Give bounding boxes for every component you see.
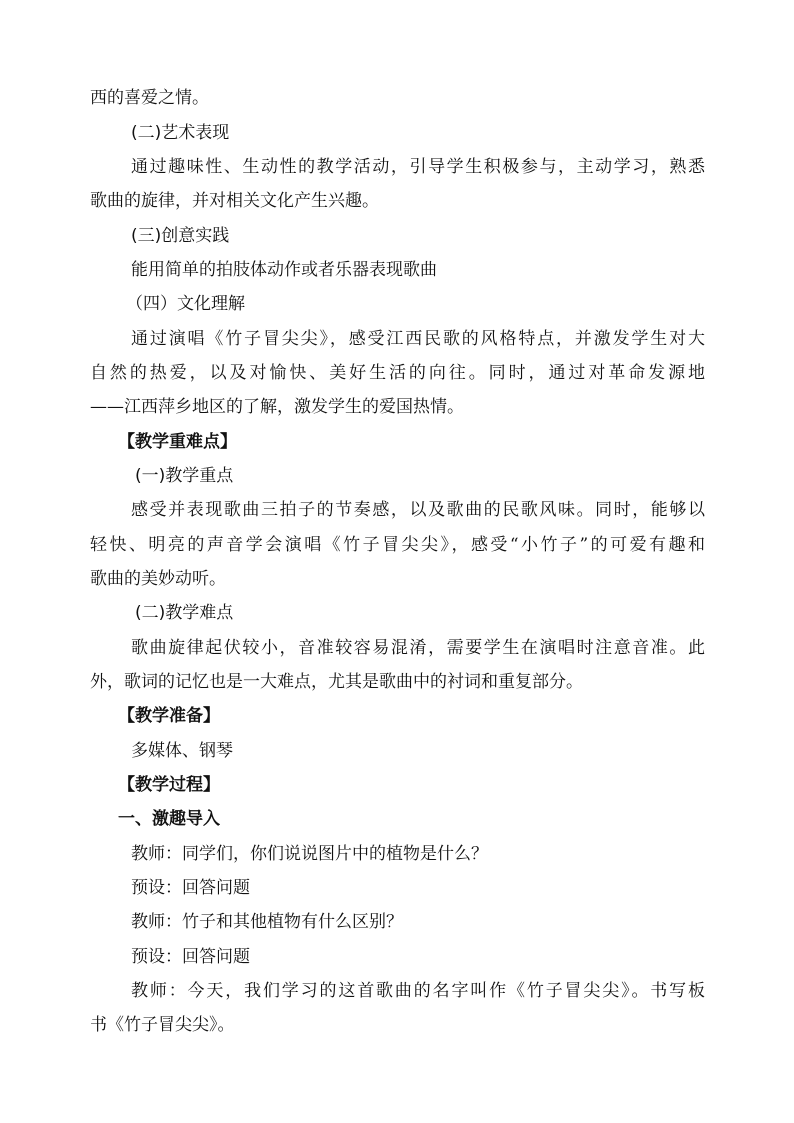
text-line: 外，歌词的记忆也是一大难点，尤其是歌曲中的衬词和重复部分。 [90, 672, 583, 692]
text-line: 书《竹子冒尖尖》。 [90, 1015, 235, 1035]
text-line: 教师：今天，我们学习的这首歌曲的名字叫作《竹子冒尖尖》。书写板 [131, 981, 705, 1001]
section-heading: (三)创意实践 [131, 226, 230, 246]
section-heading: (二)教学难点 [135, 603, 234, 623]
text-line: 歌曲的旋律，并对相关文化产生兴趣。 [90, 191, 379, 211]
text-line: 感受并表现歌曲三拍子的节奏感，以及歌曲的民歌风味。同时，能够以 [131, 500, 705, 520]
text-line: 通过演唱《竹子冒尖尖》，感受江西民歌的风格特点，并激发学生对大 [131, 329, 705, 349]
section-heading: 【教学准备】 [118, 706, 220, 726]
section-heading: 【教学重难点】 [118, 432, 237, 452]
text-line: 多媒体、钢琴 [131, 741, 233, 761]
section-heading: (一)教学重点 [135, 466, 234, 486]
text-line: 教师：竹子和其他植物有什么区别？ [131, 912, 403, 932]
text-line: 轻快、明亮的声音学会演唱《竹子冒尖尖》，感受“小竹子”的可爱有趣和 [90, 535, 705, 555]
text-line: 西的喜爱之情。 [90, 88, 209, 108]
text-line: 教师：同学们，你们说说图片中的植物是什么？ [131, 844, 488, 864]
text-line: 通过趣味性、生动性的教学活动，引导学生积极参与，主动学习，熟悉 [131, 157, 705, 177]
text-line: 能用简单的拍肢体动作或者乐器表现歌曲 [131, 260, 437, 280]
section-heading: (二)艺术表现 [131, 123, 230, 143]
text-line: 预设：回答问题 [131, 878, 250, 898]
section-heading: 【教学过程】 [118, 775, 220, 795]
text-line: 预设：回答问题 [131, 947, 250, 967]
section-heading: （四）文化理解 [126, 294, 245, 314]
section-heading: 一、激趣导入 [118, 809, 220, 829]
text-line: 歌曲旋律起伏较小，音准较容易混淆，需要学生在演唱时注意音准。此 [131, 638, 705, 658]
text-line: 自然的热爱，以及对愉快、美好生活的向往。同时，通过对革命发源地 [90, 363, 705, 383]
text-line: 歌曲的美妙动听。 [90, 569, 226, 589]
text-line: ——江西萍乡地区的了解，激发学生的爱国热情。 [90, 397, 464, 417]
